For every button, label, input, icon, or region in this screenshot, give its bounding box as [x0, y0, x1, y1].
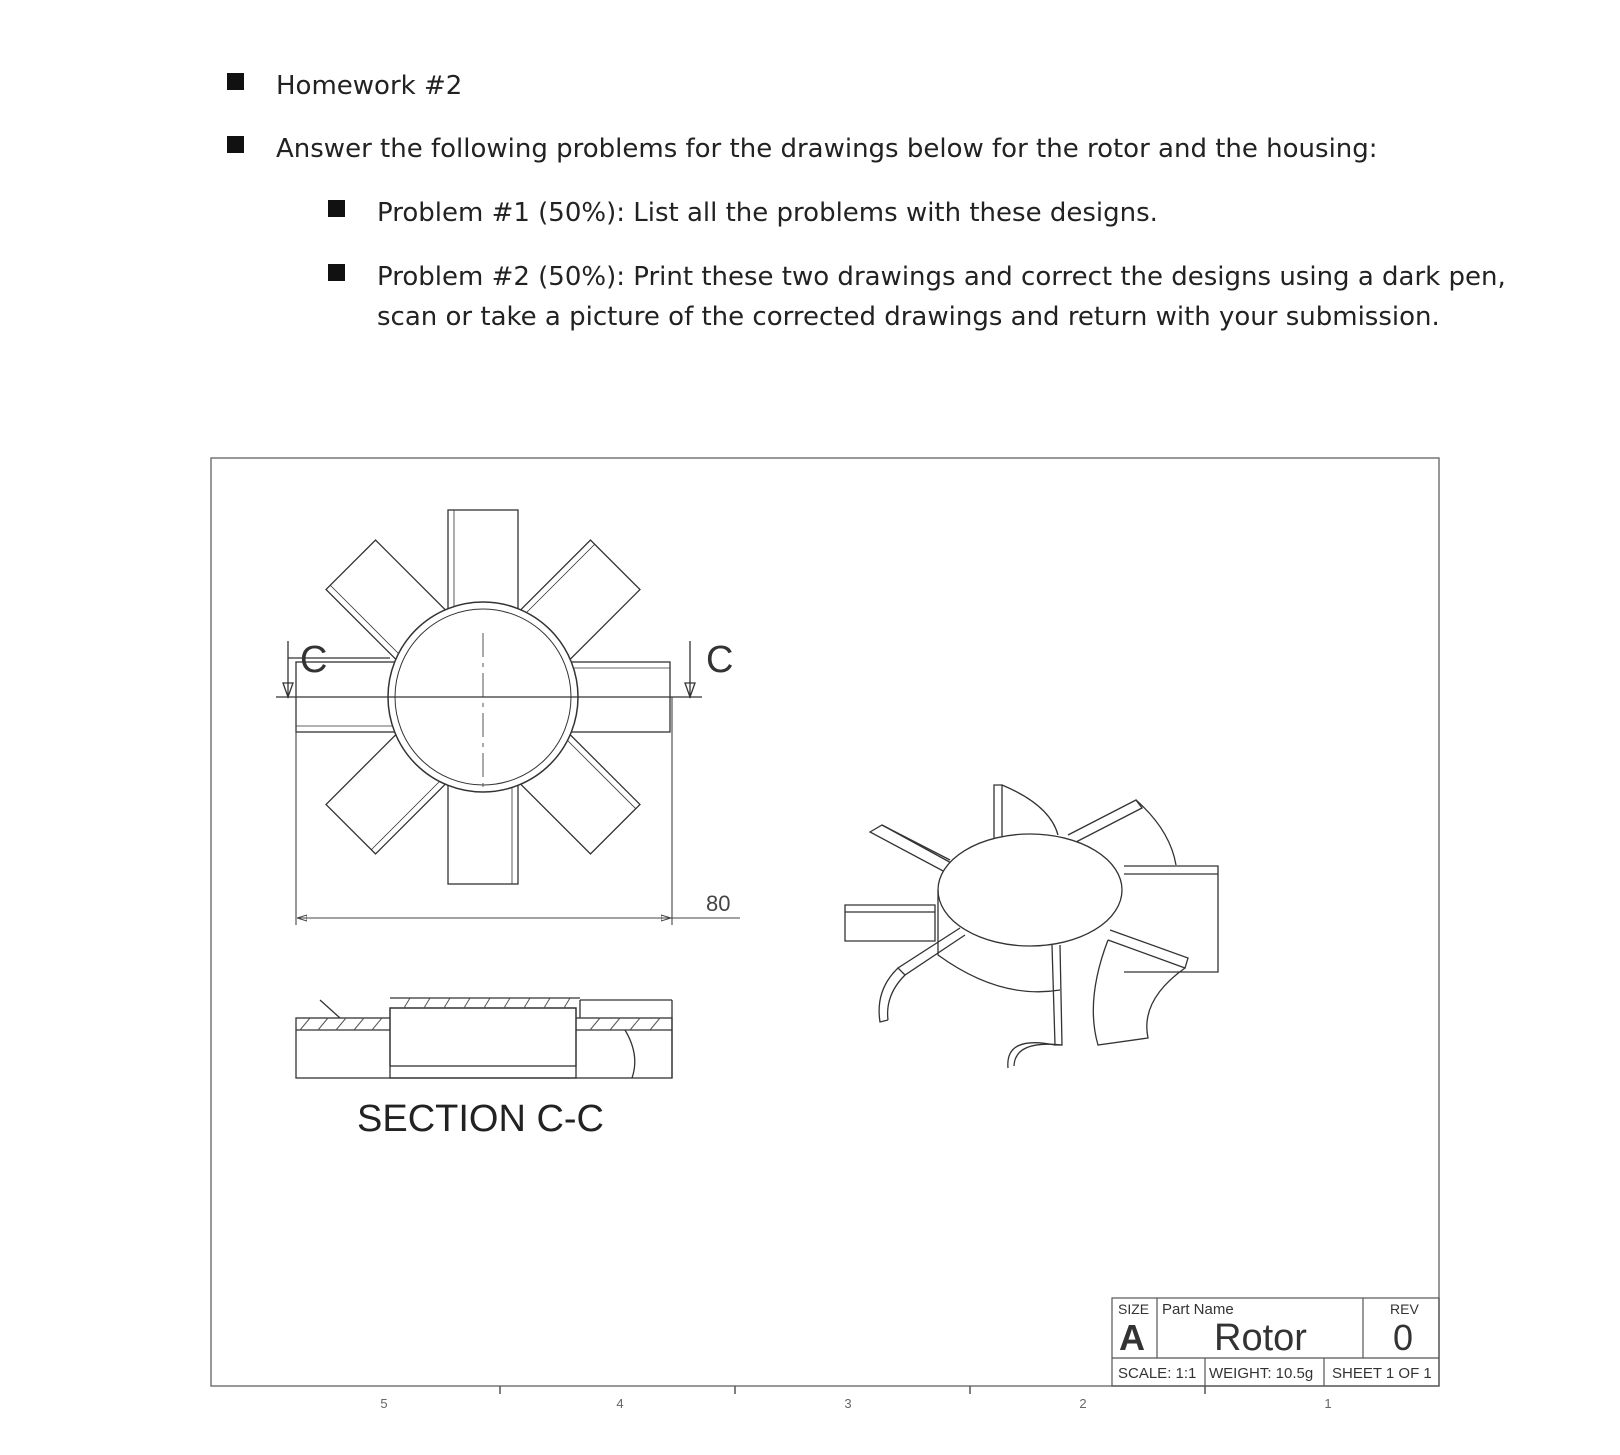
- zone-number-1: 1: [1324, 1396, 1332, 1411]
- title-part-name-label: Part Name: [1162, 1301, 1234, 1318]
- title-size-value: A: [1119, 1317, 1145, 1358]
- iso-hub: [938, 834, 1122, 946]
- rotor-blade: [448, 784, 518, 884]
- homework-title: Homework #2: [276, 71, 463, 101]
- zone-number-3: 3: [844, 1396, 852, 1411]
- dimension-value: 80: [706, 891, 731, 916]
- rotor-blade: [448, 510, 518, 610]
- zone-number-4: 4: [616, 1396, 624, 1411]
- zone-number-5: 5: [380, 1396, 388, 1411]
- zone-number-2: 2: [1079, 1396, 1087, 1411]
- problem-2-line-1: Problem #2 (50%): Print these two drawings and correct the designs using a dark pen,: [377, 262, 1506, 292]
- title-rev-label: REV: [1390, 1301, 1419, 1317]
- title-rev-value: 0: [1393, 1317, 1414, 1358]
- instruction-text: Answer the following problems for the drawings below for the rotor and the housing:: [276, 134, 1378, 164]
- zone-ticks: [500, 1386, 1205, 1394]
- rotor-isometric-view: [845, 785, 1218, 1068]
- section-view: [296, 998, 672, 1078]
- title-size-label: SIZE: [1118, 1301, 1150, 1317]
- problem-1-text: Problem #1 (50%): List all the problems with these designs.: [377, 198, 1158, 228]
- section-label: SECTION C-C: [357, 1098, 604, 1140]
- title-sheet: SHEET 1 OF 1: [1332, 1365, 1432, 1382]
- title-scale: SCALE: 1:1: [1118, 1365, 1197, 1382]
- sheet-border: [211, 458, 1439, 1386]
- title-weight: WEIGHT: 10.5g: [1209, 1365, 1314, 1382]
- problem-2-line-2: scan or take a picture of the corrected drawings and return with your submission.: [377, 302, 1440, 332]
- section-marker-left: C: [300, 639, 328, 681]
- section-marker-right: C: [706, 639, 734, 681]
- title-part-name: Rotor: [1214, 1317, 1307, 1359]
